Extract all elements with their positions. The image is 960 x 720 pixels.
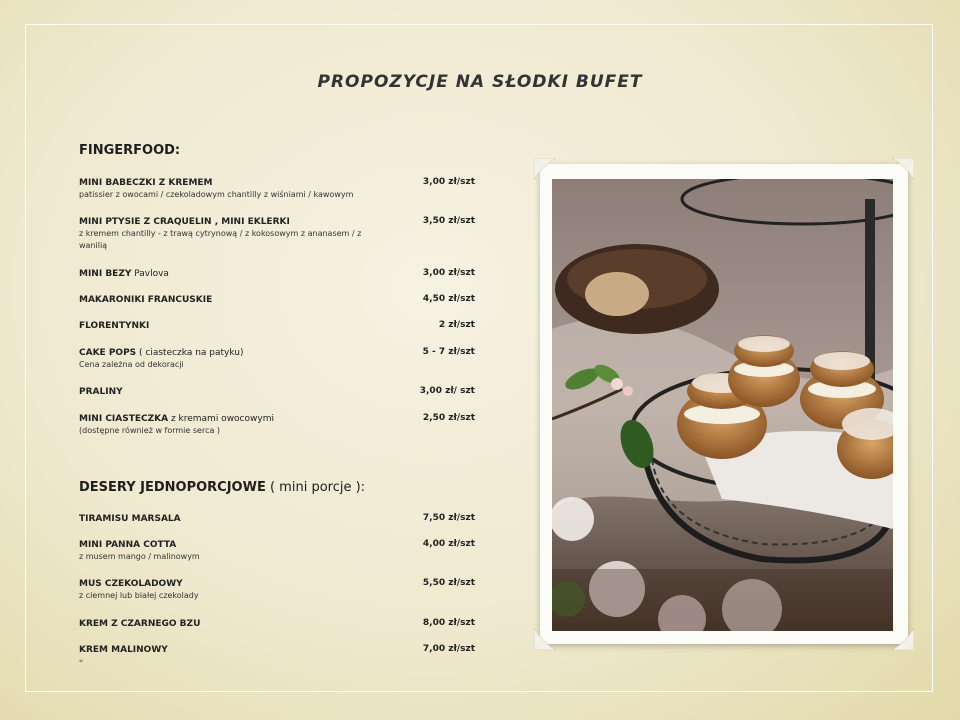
menu-item [79,413,479,437]
menu-item [79,618,479,630]
item-name: CAKE POPS ( ciasteczka na patyku) [79,348,244,358]
menu-item [79,513,479,525]
item-name: KREM Z CZARNEGO BZU [79,619,201,629]
item-description: z musem mango / malinowym [79,552,200,561]
item-description: z ciemnej lub białej czekolady [79,591,199,600]
menu-item [79,268,479,280]
photo-corner-icon [534,628,556,650]
item-name: MINI CIASTECZKA z kremami owocowymi [79,414,274,424]
menu-item [79,578,479,602]
photo-corner-icon [892,158,914,180]
item-name: FLORENTYNKI [79,321,150,331]
item-price: 7,00 zł/szt [422,644,475,654]
item-name: TIRAMISU MARSALA [79,514,181,524]
photo-card [540,164,908,644]
item-description: z kremem chantilly - z trawą cytrynową / z kokosowym z ananasem / z wanilią [79,229,362,250]
menu-item [79,347,479,371]
item-name: KREM MALINOWY [79,645,168,655]
item-price: 2 zł/szt [438,320,475,330]
menu-item [79,216,479,252]
section-heading-desery [79,480,365,495]
item-description: Cena zależna od dekoracji [79,360,184,369]
item-price: 3,50 zł/szt [422,216,475,226]
menu-item [79,320,479,332]
item-description: (dostępne również w formie serca ) [79,426,221,435]
item-description: patissier z owocami / czekoladowym chantilly z wiśniami / kawowym [79,190,354,199]
item-name: PRALINY [79,387,123,397]
item-price: 8,00 zł/szt [422,618,475,628]
item-name: MUS CZEKOLADOWY [79,579,183,589]
section-heading-label: FINGERFOOD: [79,143,181,158]
item-price: 5 - 7 zł/szt [422,347,475,357]
item-price: 2,50 zł/szt [422,413,475,423]
item-price: 4,50 zł/szt [422,294,475,304]
page-title: PROPOZYCJE NA SŁODKI BUFET [317,72,643,92]
section-heading-fingerfood [79,143,180,158]
item-name: MINI BABECZKI Z KREMEM [79,178,213,188]
menu-item [79,386,479,398]
dessert-photo-illustration [552,179,893,631]
item-name: MINI BEZY Pavlova [79,269,169,279]
section-heading-note: ( mini porcje ): [265,480,366,495]
item-price: 3,00 zł/ szt [419,386,475,396]
item-price: 3,00 zł/szt [422,268,475,278]
photo-corner-icon [892,628,914,650]
footnote-mark: * [79,658,83,667]
section-heading-label: DESERY JEDNOPORCJOWE [79,480,266,495]
menu-item [79,539,479,563]
photo-corner-icon [534,158,556,180]
item-price: 7,50 zł/szt [422,513,475,523]
item-price: 5,50 zł/szt [422,578,475,588]
dessert-photo [552,179,893,631]
menu-item [79,294,479,306]
menu-item [79,177,479,201]
item-name: MINI PTYSIE Z CRAQUELIN , MINI EKLERKI [79,217,290,227]
item-price: 3,00 zł/szt [422,177,475,187]
menu-item [79,644,479,656]
item-price: 4,00 zł/szt [422,539,475,549]
item-name: MAKARONIKI FRANCUSKIE [79,295,213,305]
item-name: MINI PANNA COTTA [79,540,177,550]
